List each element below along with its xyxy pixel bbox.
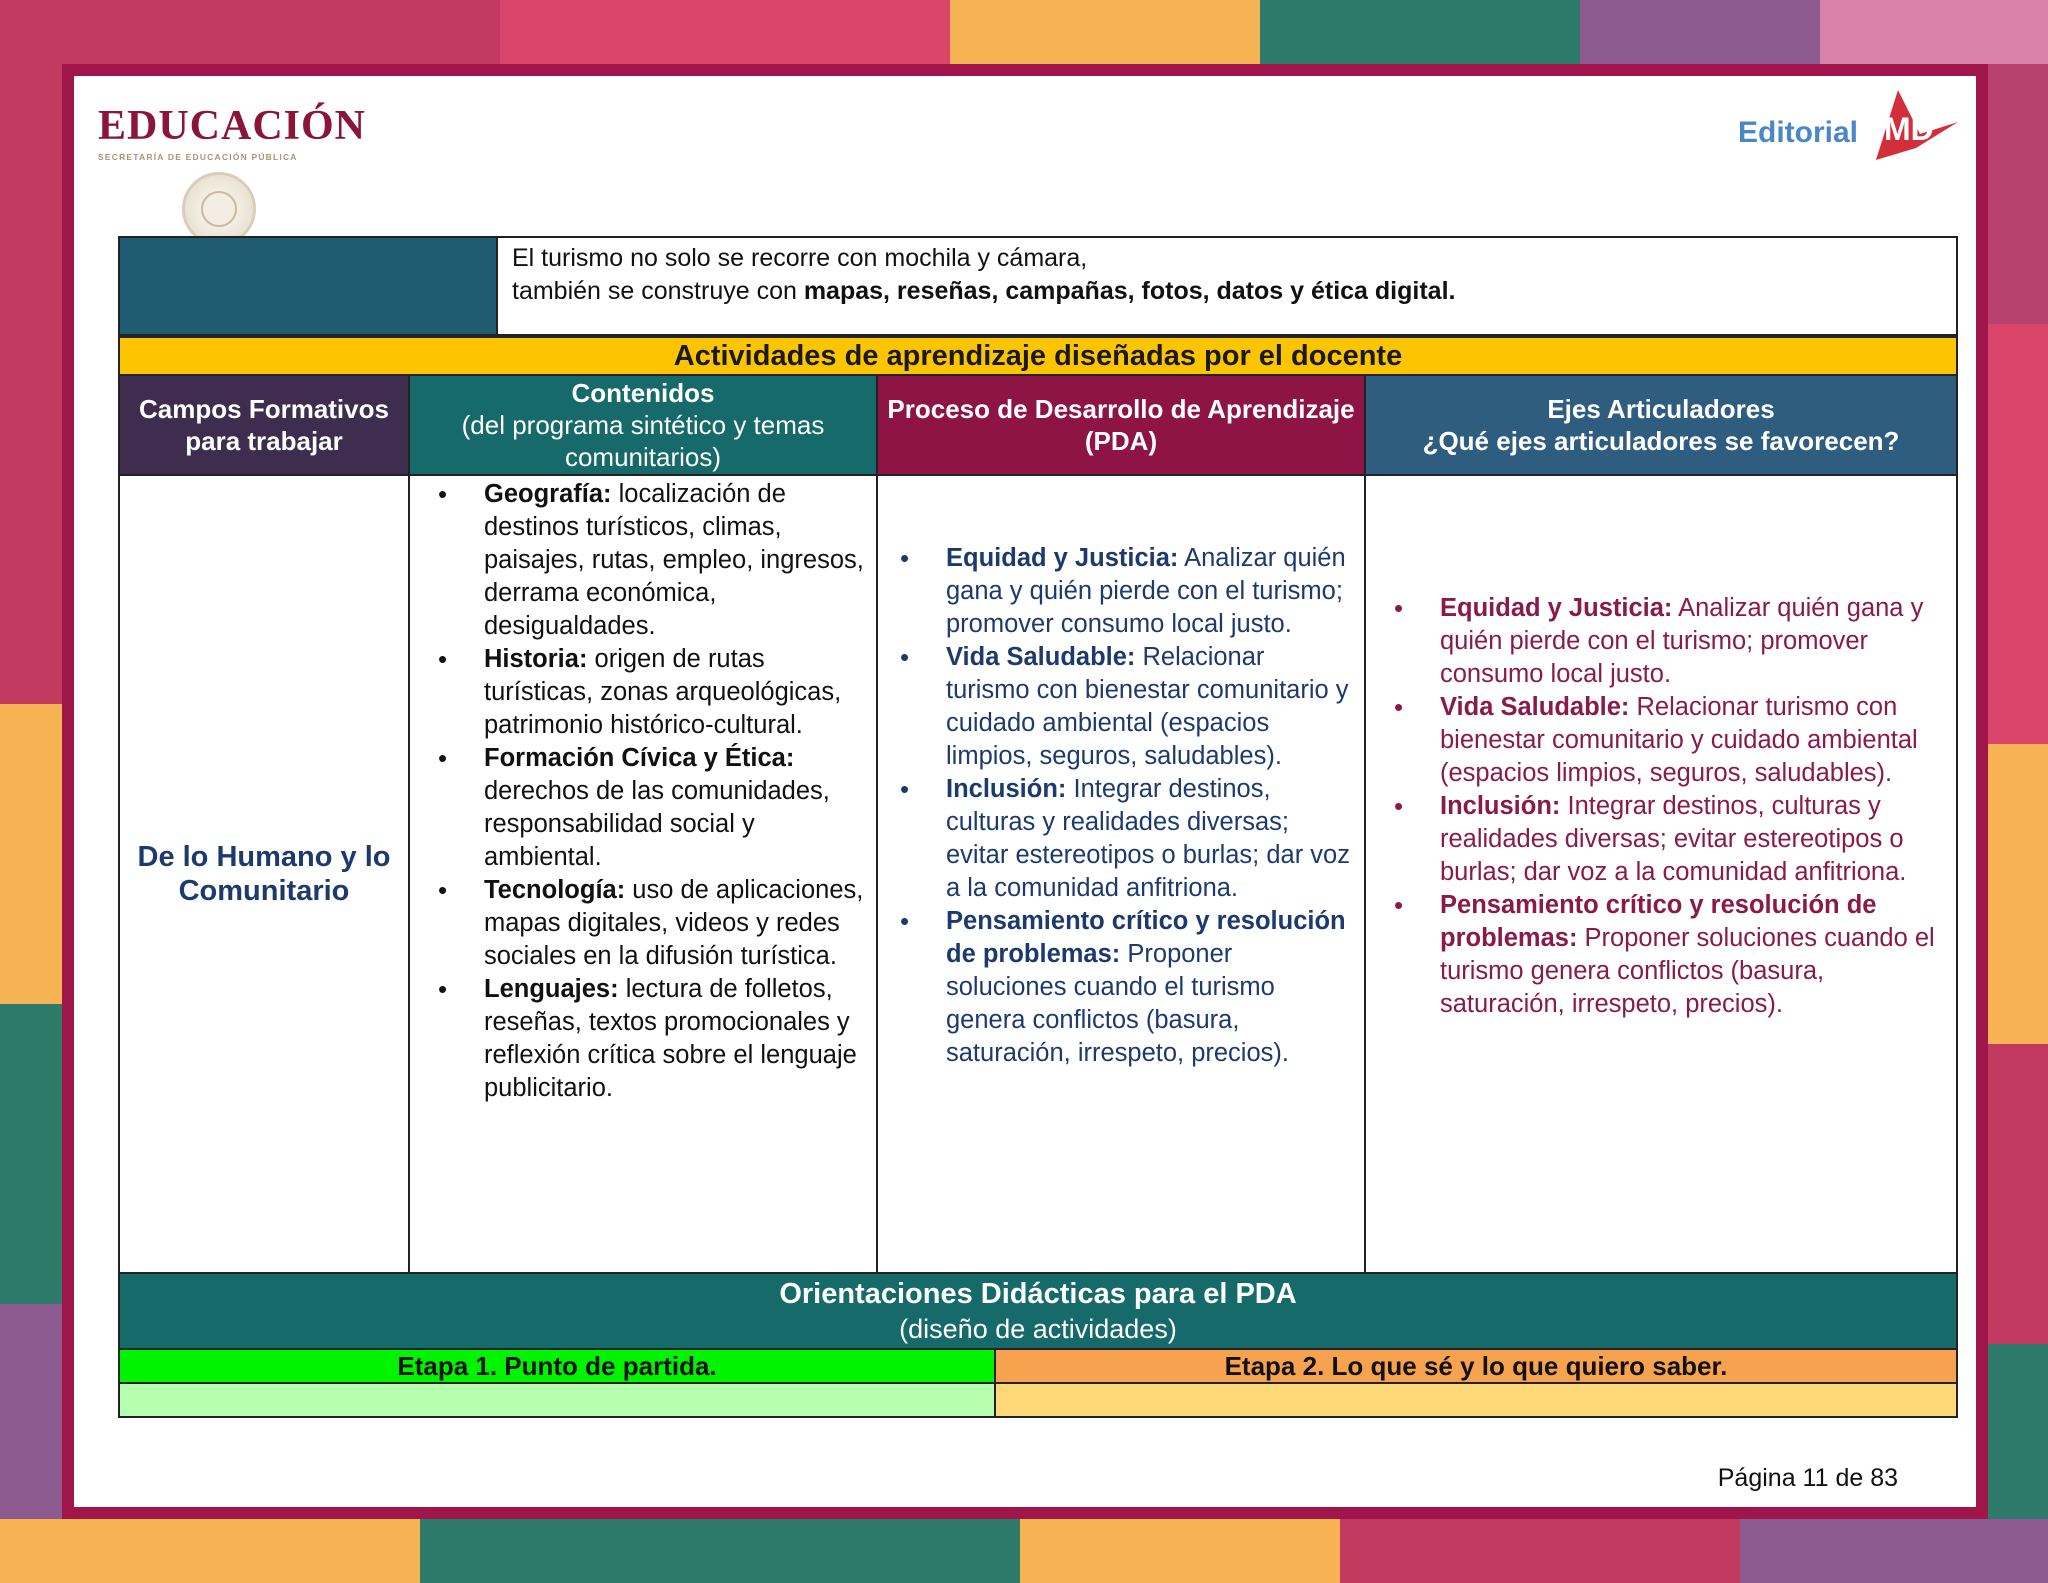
- bg-tile: [1988, 744, 2048, 1044]
- document-page: [62, 64, 1988, 1519]
- eje-item: • Pensamiento crítico y resolución de problemas: Proponer soluciones cuando el turismo genera conflictos (basura, saturación, irrespeto, precios).: [1384, 889, 1936, 1021]
- header-contenidos: Contenidos (del programa sintético y temas comunitarios): [408, 374, 878, 476]
- orientaciones-row: [118, 1272, 1958, 1350]
- bg-tile: [1580, 0, 1820, 64]
- bg-tile: [1988, 1044, 2048, 1344]
- editorial-md-mark-icon: [1858, 82, 1958, 162]
- stage-2-header: Etapa 2. Lo que sé y lo que quiero saber.: [994, 1348, 1958, 1384]
- pda-list: [890, 542, 1352, 1070]
- ejes-cell: [1364, 474, 1958, 1274]
- bg-tile: [950, 0, 1260, 64]
- pda-item: • Equidad y Justicia: Analizar quién gana y quién pierde con el turismo; promover consumo local justo.: [890, 542, 1352, 641]
- header-pda: Proceso de Desarrollo de Aprendizaje (PDA): [876, 374, 1366, 476]
- bg-tile: [1260, 0, 1580, 64]
- pda-item: • Inclusión: Integrar destinos, culturas y realidades diversas; evitar estereotipos o burlas; dar voz a la comunidad anfitriona.: [890, 773, 1352, 905]
- editorial-logo: [1738, 82, 1958, 162]
- eje-item: • Vida Saludable: Relacionar turismo con bienestar comunitario y cuidado ambiental (espacios limpios, seguros, saludables).: [1384, 691, 1936, 790]
- campo-formativo: De lo Humano y lo Comunitario: [118, 474, 410, 1274]
- bg-tile: [0, 0, 500, 64]
- stage-1-header: Etapa 1. Punto de partida.: [118, 1348, 996, 1384]
- contenidos-cell: [408, 474, 878, 1274]
- bg-tile: [1820, 0, 2048, 64]
- header-campos: Campos Formativos para trabajar: [118, 374, 410, 476]
- bg-tile: [0, 1519, 420, 1583]
- header-ejes: Ejes Articuladores ¿Qué ejes articuladores se favorecen?: [1364, 374, 1958, 476]
- pda-item: • Pensamiento crítico y resolución de problemas: Proponer soluciones cuando el turismo genera conflictos (basura, saturación, irrespeto, precios).: [890, 905, 1352, 1070]
- contenido-item: • Tecnología: uso de aplicaciones, mapas digitales, videos y redes sociales en la difusión turística.: [428, 874, 864, 973]
- bg-tile: [1988, 64, 2048, 324]
- orientaciones-title: Orientaciones Didácticas para el PDA: [779, 1278, 1297, 1310]
- intro-row: [118, 236, 1958, 336]
- eje-item: • Inclusión: Integrar destinos, culturas y realidades diversas; evitar estereotipos o burlas; dar voz a la comunidad anfitriona.: [1384, 790, 1936, 889]
- stage-1-content: [118, 1382, 996, 1418]
- stage-2-content: [994, 1382, 1958, 1418]
- contenido-item: • Lenguajes: lectura de folletos, reseñas, textos promocionales y reflexión crítica sobre el lenguaje publicitario.: [428, 973, 864, 1105]
- intro-line-2: también se construye con mapas, reseñas, campañas, fotos, datos y ética digital.: [512, 277, 1456, 305]
- sep-logo-subtitle: SECRETARÍA DE EDUCACIÓN PÚBLICA: [98, 152, 298, 162]
- bg-tile: [0, 1004, 62, 1304]
- bg-tile: [1340, 1519, 1740, 1583]
- bg-tile: [420, 1519, 1020, 1583]
- orientaciones-subtitle: (diseño de actividades): [899, 1314, 1177, 1344]
- ejes-list: [1384, 592, 1936, 1021]
- bg-tile: [0, 64, 62, 704]
- editorial-md-text: MD: [1884, 111, 1934, 147]
- stages-content-row: [118, 1382, 1958, 1418]
- editorial-logo-word: Editorial: [1738, 116, 1859, 149]
- intro-line-1: El turismo no solo se recorre con mochila y cámara,: [512, 244, 1088, 272]
- contenidos-list: [428, 478, 864, 1105]
- intro-text: [496, 236, 1958, 336]
- column-header-row: [118, 374, 1958, 476]
- bg-tile: [0, 704, 62, 1004]
- contenido-item: • Geografía: localización de destinos turísticos, climas, paisajes, rutas, empleo, ingresos, derrama económica, desigualdades.: [428, 478, 864, 643]
- intro-left-cell: [118, 236, 498, 336]
- stages-row: [118, 1348, 1958, 1384]
- sep-logo-word: EDUCACIÓN: [98, 103, 367, 149]
- contenido-item: • Historia: origen de rutas turísticas, zonas arqueológicas, patrimonio histórico-cultural.: [428, 643, 864, 742]
- bg-tile: [1740, 1519, 2048, 1583]
- eje-item: • Equidad y Justicia: Analizar quién gana y quién pierde con el turismo; promover consumo local justo.: [1384, 592, 1936, 691]
- pda-item: • Vida Saludable: Relacionar turismo con bienestar comunitario y cuidado ambiental (espacios limpios, seguros, saludables).: [890, 641, 1352, 773]
- pda-cell: [876, 474, 1366, 1274]
- contenido-item: • Formación Cívica y Ética: derechos de las comunidades, responsabilidad social y ambiental.: [428, 742, 864, 874]
- activities-banner: Actividades de aprendizaje diseñadas por el docente: [118, 336, 1958, 376]
- bg-tile: [500, 0, 950, 64]
- national-seal-icon: [182, 172, 256, 246]
- bg-tile: [1020, 1519, 1340, 1583]
- bg-tile: [1988, 324, 2048, 744]
- page-number: Página 11 de 83: [1717, 1464, 1898, 1492]
